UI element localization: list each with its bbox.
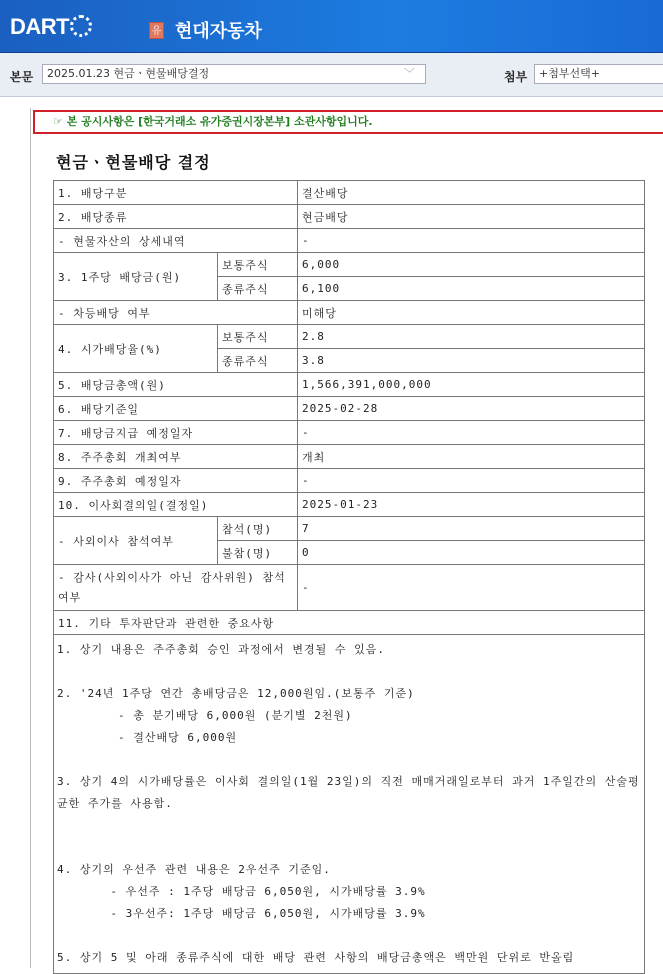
header bbox=[0, 0, 663, 53]
disclosure-table bbox=[53, 180, 645, 974]
row-label: 4. 시가배당율(%) bbox=[54, 325, 218, 373]
table-row bbox=[54, 253, 645, 277]
body-label: 본문 bbox=[10, 70, 34, 84]
row-value: - bbox=[298, 469, 645, 493]
table-row bbox=[54, 469, 645, 493]
attach-select[interactable] bbox=[534, 64, 663, 84]
market-badge: 유 bbox=[149, 22, 164, 39]
row-value: 1,566,391,000,000 bbox=[298, 373, 645, 397]
page-title: 현금ㆍ현물배당 결정 bbox=[56, 153, 211, 172]
logo-text: DART bbox=[10, 14, 70, 39]
row-label: - 차등배당 여부 bbox=[54, 301, 298, 325]
row-label: 6. 배당기준일 bbox=[54, 397, 298, 421]
table-row bbox=[54, 181, 645, 205]
row-label: 3. 1주당 배당금(원) bbox=[54, 253, 218, 301]
table-row bbox=[54, 229, 645, 253]
body-select-value: 2025.01.23 현금ㆍ현물배당결정 bbox=[47, 67, 210, 80]
sub-label: 보통주식 bbox=[218, 325, 298, 349]
table-row bbox=[54, 301, 645, 325]
notice-banner: ☞ 본 공시사항은 [한국거래소 유가증권시장본부] 소관사항입니다. bbox=[33, 110, 663, 134]
table-row bbox=[54, 611, 645, 635]
table-row bbox=[54, 397, 645, 421]
sub-label: 보통주식 bbox=[218, 253, 298, 277]
row-value: - bbox=[298, 229, 645, 253]
row-value: 결산배당 bbox=[298, 181, 645, 205]
table-row bbox=[54, 325, 645, 349]
table-row bbox=[54, 373, 645, 397]
row-value: - bbox=[298, 421, 645, 445]
dart-logo[interactable] bbox=[10, 14, 92, 40]
sub-label: 종류주식 bbox=[218, 277, 298, 301]
row-label: 8. 주주총회 개최여부 bbox=[54, 445, 298, 469]
row-label: - 감사(사외이사가 아닌 감사위원) 참석여부 bbox=[54, 565, 298, 611]
table-row bbox=[54, 565, 645, 611]
row-label: 5. 배당금총액(원) bbox=[54, 373, 298, 397]
row-label: - 사외이사 참석여부 bbox=[54, 517, 218, 565]
row-label: 11. 기타 투자판단과 관련한 중요사항 bbox=[54, 611, 645, 635]
table-row bbox=[54, 445, 645, 469]
row-value: 개최 bbox=[298, 445, 645, 469]
row-value: 2.8 bbox=[298, 325, 645, 349]
row-value: 현금배당 bbox=[298, 205, 645, 229]
row-label: 2. 배당종류 bbox=[54, 205, 298, 229]
row-label: 9. 주주총회 예정일자 bbox=[54, 469, 298, 493]
attach-label: 첨부 bbox=[504, 70, 528, 84]
sub-label: 참석(명) bbox=[218, 517, 298, 541]
row-label: - 현물자산의 상세내역 bbox=[54, 229, 298, 253]
table-row bbox=[54, 421, 645, 445]
row-label: 10. 이사회결의일(결정일) bbox=[54, 493, 298, 517]
row-value: 미해당 bbox=[298, 301, 645, 325]
row-value: 7 bbox=[298, 517, 645, 541]
row-value: 2025-01-23 bbox=[298, 493, 645, 517]
body-select[interactable] bbox=[42, 64, 426, 84]
row-value: 0 bbox=[298, 541, 645, 565]
other-notes: 1. 상기 내용은 주주총회 승인 과정에서 변경될 수 있음. 2. '24년 1주당 연간 총배당금은 12,000원임.(보통주 기준) - 총 분기배당 6,000원 (분기별 2천원) - 결산배당 6,000원 3. 상기 4의 시가배당률은 이사회 결의일(1월 23일)의 직전 매매거래일로부터 과거 1주일간의 산술평균한 주가를 사용함. 4. 상기의 우선주 관련 내용은 2우선주 기준임. - 우선주 : 1주당 배당금 6,050원, 시가배당률 3.9% - 3우선주: 1주당 배당금 6,050원, 시가배당률 3.9% 5. 상기 5 및 아래 종류주식에 대한 배당 관련 사항의 배당금총액은 백만원 단위로 반올림 bbox=[54, 635, 645, 974]
row-value: 6,000 bbox=[298, 253, 645, 277]
table-row bbox=[54, 517, 645, 541]
row-value: - bbox=[298, 565, 645, 611]
toolbar bbox=[0, 53, 663, 97]
company-name: 현대자동차 bbox=[175, 21, 262, 42]
row-label: 1. 배당구분 bbox=[54, 181, 298, 205]
row-value: 3.8 bbox=[298, 349, 645, 373]
table-row bbox=[54, 635, 645, 974]
attach-select-value: +첨부선택+ bbox=[539, 67, 600, 80]
sub-label: 불참(명) bbox=[218, 541, 298, 565]
chevron-down-icon: ﹀ bbox=[404, 67, 415, 80]
row-label: 7. 배당금지급 예정일자 bbox=[54, 421, 298, 445]
table-row bbox=[54, 493, 645, 517]
table-row bbox=[54, 205, 645, 229]
logo-icon bbox=[70, 15, 92, 37]
sub-label: 종류주식 bbox=[218, 349, 298, 373]
row-value: 2025-02-28 bbox=[298, 397, 645, 421]
row-value: 6,100 bbox=[298, 277, 645, 301]
